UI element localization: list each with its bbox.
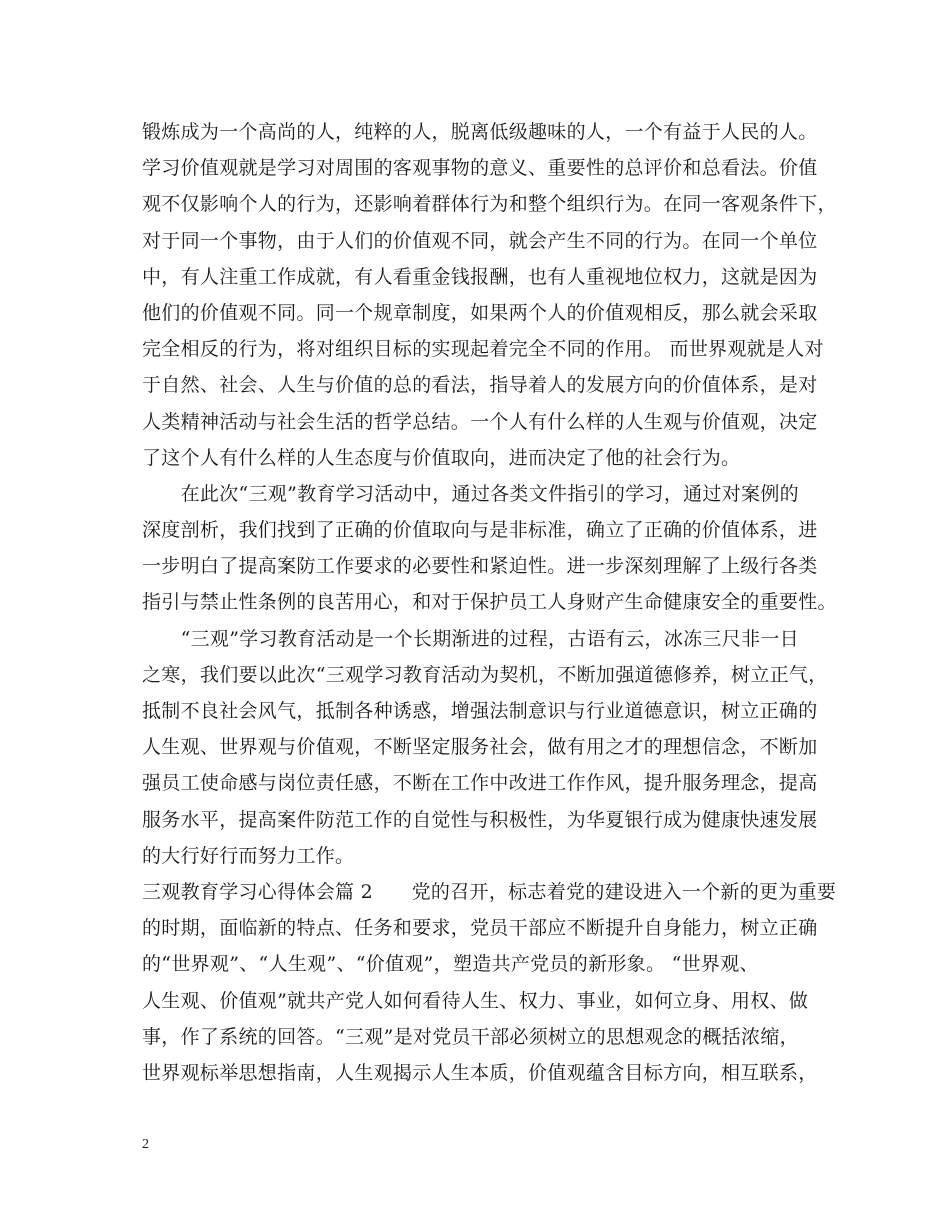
text-line: 锻炼成为一个高尚的人，纯粹的人，脱离低级趣味的人，一个有益于人民的人。 <box>142 121 818 143</box>
text-line: 一步明白了提高案防工作要求的必要性和紧迫性。进一步深刻理解了上级行各类 <box>142 555 818 578</box>
text-line: 人生观、世界观与价值观，不断坚定服务社会，做有用之才的理想信念，不断加 <box>142 736 818 759</box>
text-line: 之寒，我们要以此次“三观学习教育活动为契机，不断加强道德修养，树立正气， <box>142 663 828 686</box>
text-line: 观不仅影响个人的行为，还影响着群体行为和整个组织行为。在同一客观条件下， <box>142 193 837 216</box>
text-line: 在此次“三观”教育学习活动中，通过各类文件指引的学习，通过对案例的 <box>142 482 799 505</box>
text-line: 三观教育学习心得体会篇 2 党的召开，标志着党的建设进入一个新的更为重要 <box>142 880 837 903</box>
text-line: 服务水平，提高案件防范工作的自觉性与积极性，为华夏银行成为健康快速发展 <box>142 808 818 831</box>
text-line: 的大行好行而努力工作。 <box>142 844 355 867</box>
text-line: 事，作了系统的回答。“三观”是对党员干部必须树立的思想观念的概括浓缩， <box>142 1025 799 1048</box>
text-line: 指引与禁止性条例的良苦用心，和对于保护员工人身财产生命健康安全的重要性。 <box>142 591 837 614</box>
text-line: 的时期，面临新的特点、任务和要求，党员干部应不断提升自身能力，树立正确 <box>142 917 818 940</box>
text-line: 强员工使命感与岗位责任感，不断在工作中改进工作作风，提升服务理念，提高 <box>142 772 818 795</box>
text-line: 的“世界观”、“人生观”、“价值观”，塑造共产党员的新形象。 “世界观、 <box>142 953 759 976</box>
body-text <box>142 114 837 1091</box>
text-line: 人生观、价值观”就共产党人如何看待人生、权力、事业，如何立身、用权、做 <box>142 989 809 1012</box>
text-line: 中，有人注重工作成就，有人看重金钱报酬，也有人重视地位权力，这就是因为 <box>142 265 818 288</box>
text-line: 完全相反的行为，将对组织目标的实现起着完全不同的作用。 而世界观就是人对 <box>142 338 824 361</box>
text-line: 人类精神活动与社会生活的哲学总结。一个人有什么样的人生观与价值观，决定 <box>142 410 818 433</box>
text-line: 对于同一个事物，由于人们的价值观不同，就会产生不同的行为。在同一个单位 <box>142 229 818 252</box>
text-line: 了这个人有什么样的人生态度与价值取向，进而决定了他的社会行为。 <box>142 446 741 469</box>
text-line: “三观”学习教育活动是一个长期渐进的过程，古语有云，冰冻三尺非一日 <box>142 627 799 650</box>
text-line: 学习价值观就是学习对周围的客观事物的意义、重要性的总评价和总看法。价值 <box>142 157 818 180</box>
text-line: 抵制不良社会风气，抵制各种诱惑，增强法制意识与行业道德意识，树立正确的 <box>142 700 818 722</box>
text-line: 深度剖析，我们找到了正确的价值取向与是非标准，确立了正确的价值体系，进 <box>142 519 818 542</box>
text-line: 于自然、社会、人生与价值的总的看法，指导着人的发展方向的价值体系，是对 <box>142 374 818 397</box>
page-number: 2 <box>142 1137 149 1152</box>
text-line: 他们的价值观不同。同一个规章制度，如果两个人的价值观相反，那么就会采取 <box>142 301 818 324</box>
text-line: 世界观标举思想指南，人生观揭示人生本质，价值观蕴含目标方向，相互联系， <box>142 1061 818 1084</box>
